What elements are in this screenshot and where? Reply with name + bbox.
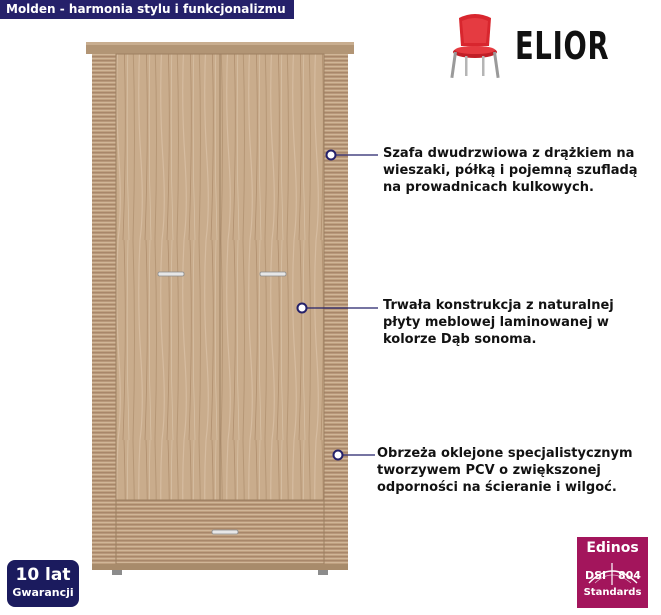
feature-callout-storage <box>383 145 638 196</box>
callout-line: płyty meblowej laminowanej w <box>383 315 609 330</box>
brand-name: ELIOR <box>515 24 610 68</box>
callout-line: odporności na ścieranie i wilgoć. <box>377 480 617 495</box>
certificate-code-left: DSI <box>585 569 607 582</box>
certificate-brand: Edinos <box>586 540 639 556</box>
feature-callout-material <box>383 297 614 348</box>
feature-callout-edging <box>377 445 633 496</box>
callout-line: kolorze Dąb sonoma. <box>383 332 537 347</box>
callout-line: na prowadnicach kulkowych. <box>383 180 594 195</box>
brand-logo[interactable] <box>445 12 645 80</box>
warranty-years: 10 lat <box>15 565 71 585</box>
callout-line: Obrzeża oklejone specjalistycznym <box>377 446 633 461</box>
callout-line: Szafa dwudrzwiowa z drążkiem na <box>383 146 635 161</box>
warranty-badge <box>7 560 79 607</box>
certificate-mark <box>577 557 648 587</box>
callout-line: wieszaki, półką i pojemną szufladą <box>383 163 638 178</box>
callout-line: tworzywem PCV o zwiększonej <box>377 463 601 478</box>
certificate-code-right: 804 <box>618 569 641 582</box>
page-title: Molden - harmonia stylu i funkcjonalizmu <box>0 0 294 19</box>
callout-line: Trwała konstrukcja z naturalnej <box>383 298 614 313</box>
wardrobe-image <box>86 40 356 585</box>
warranty-label: Gwarancji <box>12 586 74 599</box>
certificate-badge <box>577 537 648 608</box>
certificate-standards: Standards <box>583 587 642 598</box>
chair-icon <box>445 12 505 80</box>
